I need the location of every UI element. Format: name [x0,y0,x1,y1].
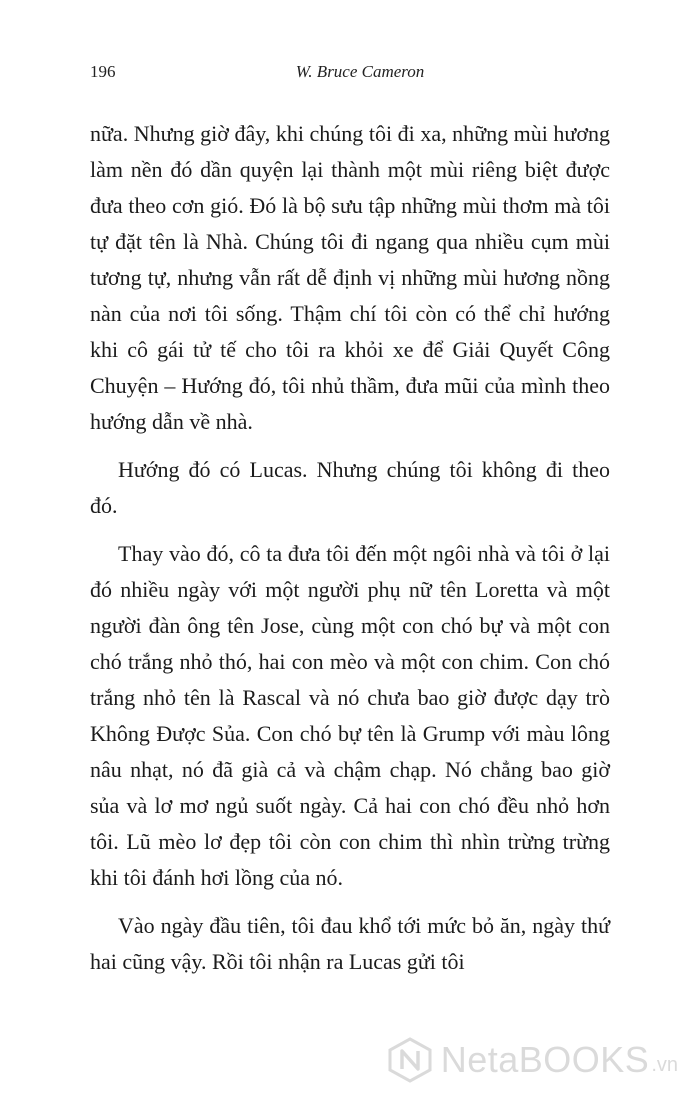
page-number: 196 [90,62,116,81]
page-body [90,116,610,992]
netabooks-watermark [387,1037,678,1083]
paragraph-2: Hướng đó có Lucas. Nhưng chúng tôi không đi theo đó. [90,457,610,518]
paragraph-3: Thay vào đó, cô ta đưa tôi đến một ngôi nhà và tôi ở lại đó nhiều ngày với một người phụ nữ tên Loretta và một người đàn ông tên Jose, cùng một con chó bự và một con chó trắng nhỏ thó, hai con mèo và một con chim. Con chó trắng nhỏ tên là Rascal và nó chưa bao giờ được dạy trò Không Được Sủa. Con chó bự tên là Grump với màu lông nâu nhạt, nó đã già cả và chậm chạp. Nó chẳng bao giờ sủa và lơ mơ ngủ suốt ngày. Cả hai con chó đều nhỏ hơn tôi. Lũ mèo lơ đẹp tôi còn con chim thì nhìn trừng trừng khi tôi đánh hơi lồng của nó. [90,541,610,890]
watermark-tld: .vn [651,1054,678,1076]
netabooks-logo-icon [387,1037,433,1083]
running-head: W. Bruce Cameron [295,62,425,81]
paragraph-1: nữa. Nhưng giờ đây, khi chúng tôi đi xa, những mùi hương làm nền đó dần quyện lại thành một mùi riêng biệt được đưa theo cơn gió. Đó là bộ sưu tập những mùi thơm mà tôi tự đặt tên là Nhà. Chúng tôi đi ngang qua nhiều cụm mùi tương tự, nhưng vẫn rất dễ định vị những mùi hương nồng nàn của nơi tôi sống. Thậm chí tôi còn có thể chỉ hướng khi cô gái tử tế cho tôi ra khỏi xe để Giải Quyết Công Chuyện – Hướng đó, tôi nhủ thầm, đưa mũi của mình theo hướng dẫn về nhà. [90,121,610,434]
page-header [90,62,610,86]
watermark-brand: NetaBOOKS [440,1039,650,1080]
paragraph-4: Vào ngày đầu tiên, tôi đau khổ tới mức bỏ ăn, ngày thứ hai cũng vậy. Rồi tôi nhận ra Lucas gửi tôi [90,913,610,974]
